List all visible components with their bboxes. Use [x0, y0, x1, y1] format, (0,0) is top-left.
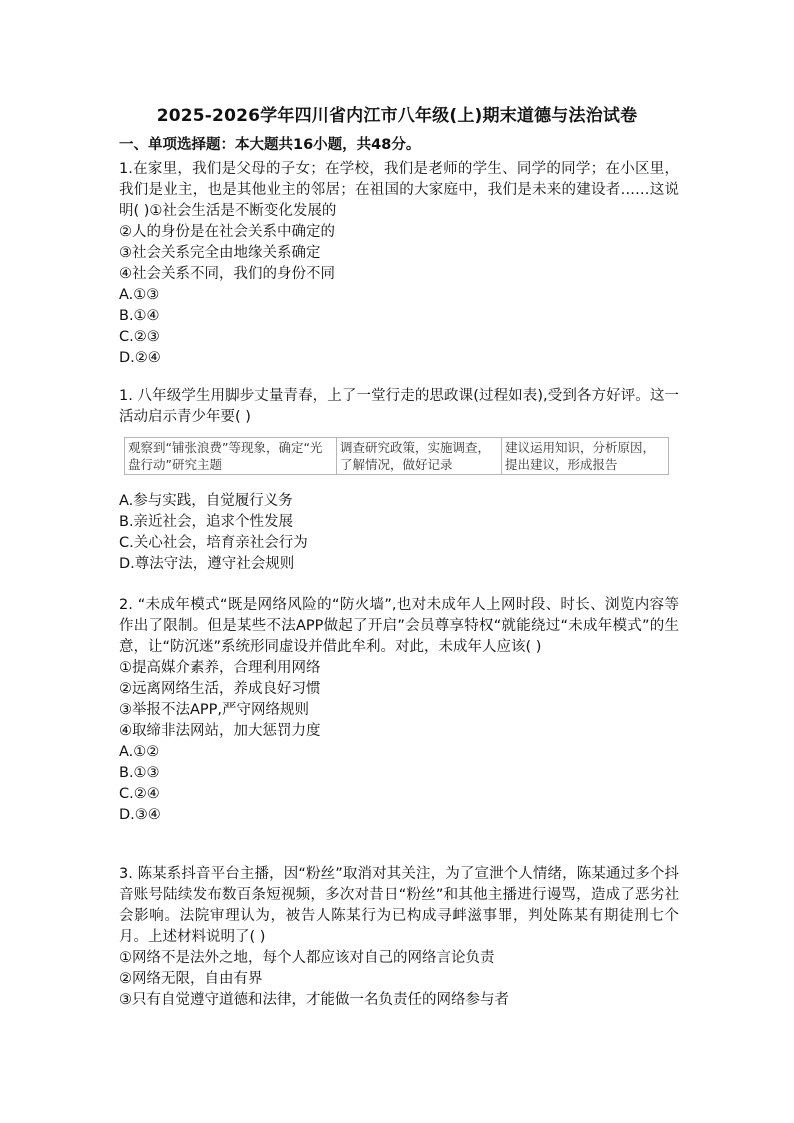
statement-item: ③只有自觉遵守道德和法律，才能做一名负责任的网络参与者 — [119, 992, 509, 1008]
option-d[interactable]: D.③④ — [119, 807, 161, 823]
option-d[interactable]: D.②④ — [119, 350, 161, 366]
table-cell: 调查研究政策，实施调查，了解情况，做好记录 — [337, 438, 502, 475]
exam-title: 2025-2026学年四川省内江市八年级(上)期末道德与法治试卷 — [156, 106, 638, 126]
option-b[interactable]: B.①④ — [119, 308, 160, 324]
question-stem: 3. 陈某系抖音平台主播，因“粉丝”取消对其关注，为了宣泄个人情绪，陈某通过多个抖音账号陆续发布数百条短视频，多次对昔日“粉丝”和其他主播进行谩骂，造成了恶劣社会影响。法院审理认为，被告人陈某行为已构成寻衅滋事罪，判处陈某有期徒刑七个月。上述材料说明了( ) — [119, 866, 679, 945]
statement-item: ①提高媒介素养，合理利用网络 — [119, 660, 321, 676]
statement-item: ④社会关系不同，我们的身份不同 — [119, 266, 335, 282]
statement-item: ②人的身份是在社会关系中确定的 — [119, 224, 335, 240]
question-1 — [119, 159, 679, 369]
statement-item: ①网络不是法外之地，每个人都应该对自己的网络言论负责 — [119, 950, 495, 966]
table-row — [125, 438, 669, 475]
section-heading: 一、单项选择题：本大题共16小题，共48分。 — [119, 137, 421, 153]
table-cell: 观察到“铺张浪费”等现象，确定“光盘行动”研究主题 — [125, 438, 337, 475]
statement-item: ②网络无限，自由有界 — [119, 971, 263, 987]
process-table — [124, 437, 669, 475]
statement-item: ②远离网络生活，养成良好习惯 — [119, 681, 321, 697]
question-stem: 2. “未成年模式“既是网络风险的“防火墙”,也对未成年人上网时段、时长、浏览内容等作出了限制。但是某些不法APP做起了开启”会员尊享特权“就能绕过“未成年模式”的生意，让“防沉迷”系统形同虚设并借此牟利。对此，未成年人应该( ) — [119, 597, 679, 655]
option-b[interactable]: B.①③ — [119, 765, 160, 781]
table-cell: 建议运用知识，分析原因，提出建议，形成报告 — [502, 438, 669, 475]
option-a[interactable]: A.①② — [119, 744, 160, 760]
option-c[interactable]: C.②③ — [119, 329, 160, 345]
option-a[interactable]: A.①③ — [119, 287, 160, 303]
question-2 — [119, 386, 679, 428]
question-4 — [119, 864, 679, 1011]
question-stem: 1. 八年级学生用脚步丈量青春，上了一堂行走的思政课(过程如表),受到各方好评。这一活动启示青少年要( ) — [119, 388, 679, 425]
statement-item: ③社会关系完全由地缘关系确定 — [119, 245, 321, 261]
option-c[interactable]: C.②④ — [119, 786, 160, 802]
question-stem: 1.在家里，我们是父母的子女；在学校，我们是老师的学生、同学的同学；在小区里，我们是业主，也是其他业主的邻居；在祖国的大家庭中，我们是未来的建设者……这说明( )①社会生活是不断变化发展的 — [119, 161, 679, 219]
statement-item: ④取缔非法网站，加大惩罚力度 — [119, 723, 321, 739]
question-2-options — [119, 491, 679, 575]
question-3 — [119, 595, 679, 826]
option-a[interactable]: A.参与实践，自觉履行义务 — [119, 493, 293, 509]
statement-item: ③举报不法APP,严守网络规则 — [119, 702, 310, 718]
option-d[interactable]: D.尊法守法，遵守社会规则 — [119, 556, 295, 572]
option-b[interactable]: B.亲近社会，追求个性发展 — [119, 514, 294, 530]
option-c[interactable]: C.关心社会，培育亲社会行为 — [119, 535, 308, 551]
